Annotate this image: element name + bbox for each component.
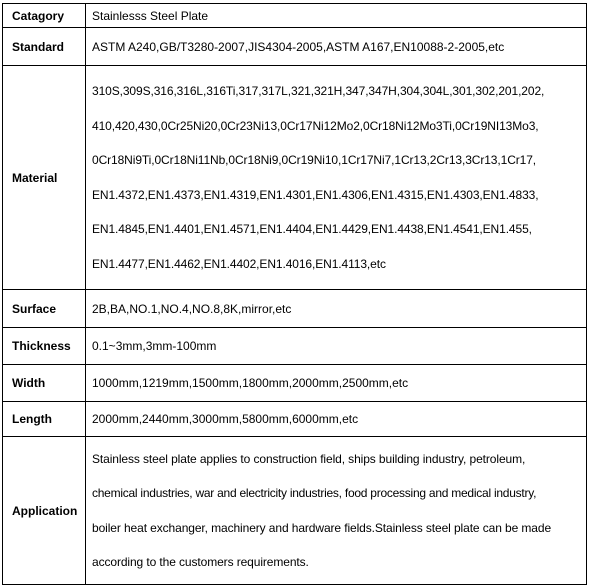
- category-key: Catagory: [3, 4, 86, 28]
- standard-value: ASTM A240,GB/T3280-2007,JIS4304-2005,ASTM A167,EN10088-2-2005,etc: [86, 28, 587, 66]
- row-length: [3, 402, 587, 437]
- application-line: chemical industries, war and electricity industries, food processing and medical industry,: [92, 486, 537, 500]
- material-line: 0Cr18Ni9Ti,0Cr18Ni11Nb,0Cr18Ni9,0Cr19Ni10,1Cr17Ni7,1Cr13,2Cr13,3Cr13,1Cr17,: [92, 153, 537, 167]
- row-thickness: [3, 328, 587, 365]
- row-material: [3, 66, 587, 290]
- spec-table: [2, 3, 587, 585]
- material-line: 310S,309S,316,316L,316Ti,317,317L,321,321H,347,347H,304,304L,301,302,201,202,: [92, 84, 545, 98]
- row-standard: [3, 28, 587, 66]
- category-value: Stainlesss Steel Plate: [86, 4, 587, 28]
- row-width: [3, 365, 587, 402]
- material-key: Material: [3, 66, 86, 290]
- width-value: 1000mm,1219mm,1500mm,1800mm,2000mm,2500mm,etc: [86, 365, 587, 402]
- width-key: Width: [3, 365, 86, 402]
- thickness-value: 0.1~3mm,3mm-100mm: [86, 328, 587, 365]
- length-key: Length: [3, 402, 86, 437]
- standard-key: Standard: [3, 28, 86, 66]
- application-line: Stainless steel plate applies to construction field, ships building industry, petroleum,: [92, 451, 526, 466]
- material-line: EN1.4845,EN1.4401,EN1.4571,EN1.4404,EN1.4429,EN1.4438,EN1.4541,EN1.455,: [92, 222, 532, 236]
- application-value: [86, 437, 587, 585]
- material-line: EN1.4372,EN1.4373,EN1.4319,EN1.4301,EN1.4306,EN1.4315,EN1.4303,EN1.4833,: [92, 187, 539, 202]
- thickness-key: Thickness: [3, 328, 86, 365]
- application-key: Application: [3, 437, 86, 585]
- row-category: [3, 4, 587, 28]
- material-value: [86, 66, 587, 290]
- material-line: EN1.4477,EN1.4462,EN1.4402,EN1.4016,EN1.4113,etc: [92, 256, 386, 271]
- material-line: 410,420,430,0Cr25Ni20,0Cr23Ni13,0Cr17Ni12Mo2,0Cr18Ni12Mo3Ti,0Cr19NI13Mo3,: [92, 118, 539, 133]
- application-line: according to the customers requirements.: [92, 555, 309, 569]
- surface-value: 2B,BA,NO.1,NO.4,NO.8,8K,mirror,etc: [86, 290, 587, 328]
- application-line: boiler heat exchanger, machinery and hardware fields.Stainless steel plate can be made: [92, 520, 552, 535]
- row-surface: [3, 290, 587, 328]
- surface-key: Surface: [3, 290, 86, 328]
- length-value: 2000mm,2440mm,3000mm,5800mm,6000mm,etc: [86, 402, 587, 437]
- row-application: [3, 437, 587, 585]
